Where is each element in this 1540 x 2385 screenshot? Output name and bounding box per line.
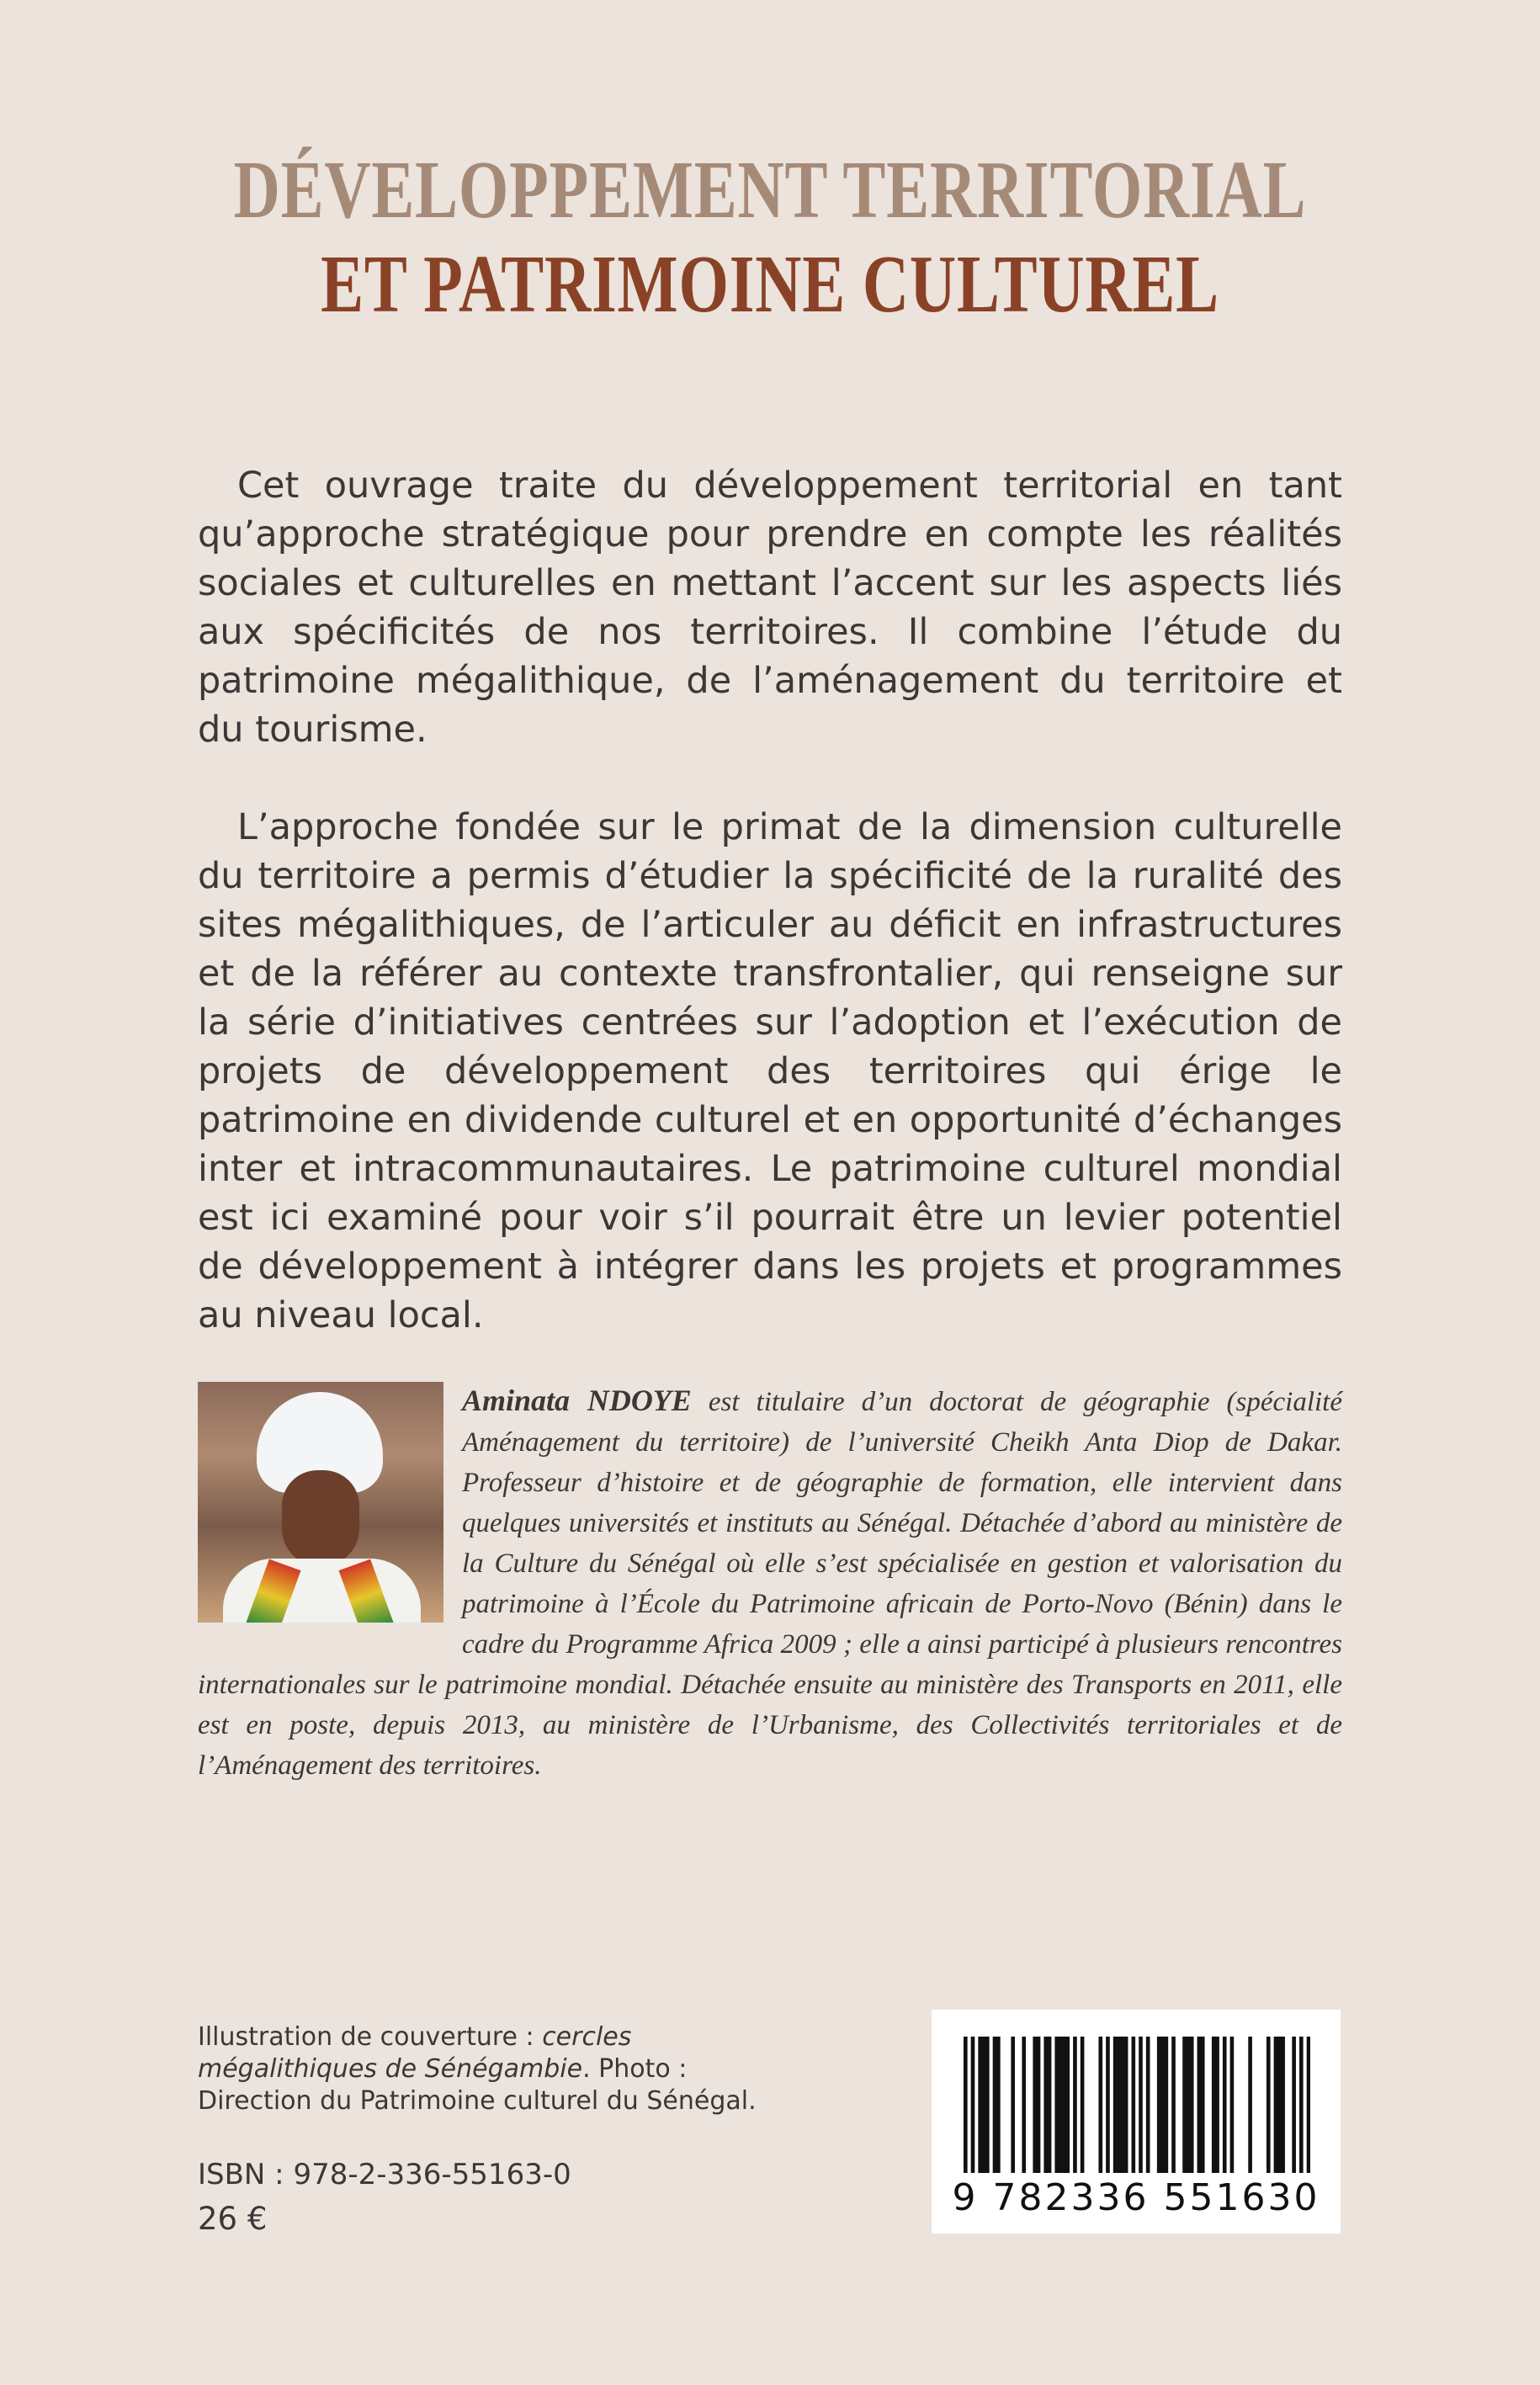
title-line-1: DÉVELOPPEMENT TERRITORIAL	[233, 145, 1307, 236]
barcode	[932, 2010, 1341, 2234]
barcode-bar	[1277, 2037, 1282, 2173]
barcode-bar	[1065, 2037, 1070, 2173]
barcode-bar	[1230, 2037, 1235, 2173]
barcode-bar	[1212, 2037, 1216, 2173]
barcode-bar	[971, 2037, 975, 2173]
barcode-bar	[982, 2037, 986, 2173]
barcode-bar	[1131, 2037, 1135, 2173]
barcode-bar	[1197, 2037, 1202, 2173]
summary-paragraph-2: L’approche fondée sur le primat de la dimension culturelle du territoire a permis d’étudier la spécificité de la ruralité des sites mégalithiques, de l’articuler au déficit en infrastructures et de la référer au contexte transfrontalier, qui renseigne sur la série d’initiatives centrées sur l’adoption et l’exécution de projets de développement des territoires qui érige le patrimoine en dividende culturel et en opportunité d’échanges inter et intracommunautaires. Le patrimoine culturel mondial est ici examiné pour voir s’il pourrait être un levier potentiel de développement à intégrer dans les projets et programmes au niveau local.	[198, 806, 1342, 1336]
barcode-bar	[1117, 2037, 1121, 2173]
barcode-bar	[978, 2037, 982, 2173]
barcode-bar	[1299, 2037, 1304, 2173]
barcode-bar	[1106, 2037, 1110, 2173]
title-line-2: ET PATRIMOINE CULTUREL	[321, 239, 1219, 330]
isbn: ISBN : 978-2-336-55163-0	[198, 2158, 571, 2191]
barcode-bar	[964, 2037, 968, 2173]
author-bio	[198, 1380, 1342, 1786]
barcode-bar	[993, 2037, 997, 2173]
barcode-bar	[1160, 2037, 1165, 2173]
barcode-bar	[1011, 2037, 1015, 2173]
barcode-bar	[1073, 2037, 1077, 2173]
barcode-bar	[1190, 2037, 1194, 2173]
barcode-bar	[1081, 2037, 1085, 2173]
barcode-bar	[1223, 2037, 1227, 2173]
summary-text	[198, 461, 1342, 1340]
credit-rest: . Photo : Direction du Patrimoine culturel du Sénégal.	[198, 2054, 757, 2116]
barcode-bar	[1120, 2037, 1124, 2173]
barcode-bar	[1201, 2037, 1205, 2173]
barcode-bar	[1187, 2037, 1191, 2173]
barcode-bar	[1033, 2037, 1037, 2173]
barcode-bar	[1054, 2037, 1059, 2173]
barcode-bar	[985, 2037, 990, 2173]
barcode-bar	[1124, 2037, 1128, 2173]
barcode-digits: 9 782336 551630	[952, 2176, 1320, 2219]
barcode-bar	[1215, 2037, 1219, 2173]
barcode-bars	[964, 2037, 1310, 2173]
barcode-bar	[1037, 2037, 1041, 2173]
credit-label: Illustration de couverture :	[198, 2022, 543, 2052]
price: 26 €	[198, 2201, 268, 2237]
barcode-bar	[1146, 2037, 1150, 2173]
cover-credit	[198, 2021, 804, 2117]
barcode-bar	[1171, 2037, 1176, 2173]
barcode-bar	[1157, 2037, 1161, 2173]
summary-paragraph-1: Cet ouvrage traite du développement territorial en tant qu’approche stratégique pour prendre en compte les réalités sociales et culturelles en mettant l’accent sur les aspects liés aux spécificités de nos territoires. Il combine l’étude du patrimoine mégalithique, de l’aménagement du territoire et du tourisme.	[198, 465, 1342, 751]
author-name: Aminata NDOYE	[462, 1384, 692, 1417]
barcode-bar	[996, 2037, 1001, 2173]
barcode-bar	[1307, 2037, 1310, 2173]
barcode-bar	[1113, 2037, 1118, 2173]
barcode-bar	[1048, 2037, 1052, 2173]
barcode-bar	[1059, 2037, 1063, 2173]
barcode-bar	[1062, 2037, 1066, 2173]
credit-work: cercles mégalithiques de Sénégambie	[198, 2022, 632, 2084]
barcode-bar	[1043, 2037, 1048, 2173]
author-bio-text: est titulaire d’un doctorat de géographie (spécialité Aménagement du territoire) de l’université Cheikh Anta Diop de Dakar. Professeur d’histoire et de géographie de formation, elle intervient dans quelques universités et instituts au Sénégal. Détachée d’abord au ministère de la Culture du Sénégal où elle s’est spécialisée en gestion et valorisation du patrimoine à l’École du Patrimoine africain de Porto-Novo (Bénin) dans le cadre du Programme Africa 2009 ; elle a ainsi participé à plusieurs rencontres internationales sur le patrimoine mondial. Détachée ensuite au ministère des Transports en 2011, elle est en poste, depuis 2013, au ministère de l’Urbanisme, des Collectivités territoriales et de l’Aménagement des territoires.	[198, 1387, 1342, 1781]
barcode-bar	[1139, 2037, 1143, 2173]
barcode-bar	[1274, 2037, 1278, 2173]
barcode-bar	[1098, 2037, 1102, 2173]
barcode-bar	[1292, 2037, 1296, 2173]
book-title	[0, 143, 1540, 332]
barcode-bar	[1267, 2037, 1271, 2173]
barcode-bar	[1182, 2037, 1187, 2173]
barcode-bar	[1165, 2037, 1169, 2173]
author-photo	[198, 1382, 443, 1623]
barcode-bar	[1281, 2037, 1285, 2173]
barcode-bar	[1248, 2037, 1252, 2173]
barcode-bar	[1022, 2037, 1026, 2173]
